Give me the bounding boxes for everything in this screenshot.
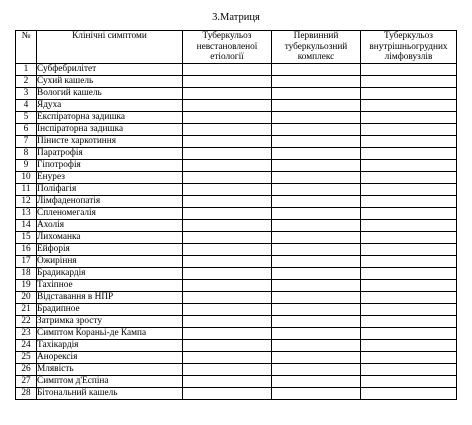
- table-row: [16, 172, 457, 184]
- table-row: [16, 328, 457, 340]
- mark-tb-unknown-etiology-cell[interactable]: [183, 196, 272, 208]
- mark-tb-lymph-nodes-cell[interactable]: [361, 232, 457, 244]
- row-number: 9: [16, 160, 37, 172]
- mark-tb-lymph-nodes-cell[interactable]: [361, 184, 457, 196]
- symptom-name: Субфебрилітет: [37, 64, 183, 76]
- mark-tb-unknown-etiology-cell[interactable]: [183, 256, 272, 268]
- row-number: 7: [16, 136, 37, 148]
- symptom-name: Млявість: [37, 364, 183, 376]
- mark-tb-lymph-nodes-cell[interactable]: [361, 100, 457, 112]
- mark-tb-lymph-nodes-cell[interactable]: [361, 148, 457, 160]
- table-row: [16, 340, 457, 352]
- symptom-name: Пінисте харкотиння: [37, 136, 183, 148]
- mark-primary-tb-complex-cell[interactable]: [272, 148, 361, 160]
- symptom-name: Симптом Кораньі-де Кампа: [37, 328, 183, 340]
- mark-tb-unknown-etiology-cell[interactable]: [183, 232, 272, 244]
- table-row: [16, 208, 457, 220]
- mark-tb-lymph-nodes-cell[interactable]: [361, 280, 457, 292]
- mark-tb-lymph-nodes-cell[interactable]: [361, 172, 457, 184]
- mark-tb-unknown-etiology-cell[interactable]: [183, 364, 272, 376]
- mark-primary-tb-complex-cell[interactable]: [272, 376, 361, 388]
- mark-tb-unknown-etiology-cell[interactable]: [183, 148, 272, 160]
- symptom-name: Затримка зросту: [37, 316, 183, 328]
- table-row: [16, 316, 457, 328]
- mark-tb-unknown-etiology-cell[interactable]: [183, 352, 272, 364]
- mark-tb-unknown-etiology-cell[interactable]: [183, 184, 272, 196]
- symptom-name: Ейфорія: [37, 244, 183, 256]
- mark-tb-lymph-nodes-cell[interactable]: [361, 388, 457, 400]
- row-number: 26: [16, 364, 37, 376]
- symptom-matrix-table: [15, 30, 457, 400]
- mark-tb-lymph-nodes-cell[interactable]: [361, 316, 457, 328]
- mark-primary-tb-complex-cell[interactable]: [272, 244, 361, 256]
- row-number: 5: [16, 112, 37, 124]
- mark-tb-unknown-etiology-cell[interactable]: [183, 328, 272, 340]
- mark-tb-lymph-nodes-cell[interactable]: [361, 160, 457, 172]
- mark-primary-tb-complex-cell[interactable]: [272, 388, 361, 400]
- row-number: 10: [16, 172, 37, 184]
- mark-primary-tb-complex-cell[interactable]: [272, 220, 361, 232]
- mark-tb-lymph-nodes-cell[interactable]: [361, 196, 457, 208]
- row-number: 22: [16, 316, 37, 328]
- header-clinical-symptoms: Клінічні симптоми: [37, 31, 183, 64]
- mark-primary-tb-complex-cell[interactable]: [272, 340, 361, 352]
- mark-tb-unknown-etiology-cell[interactable]: [183, 376, 272, 388]
- table-row: [16, 388, 457, 400]
- symptom-name: Відставання в НПР: [37, 292, 183, 304]
- mark-tb-lymph-nodes-cell[interactable]: [361, 304, 457, 316]
- mark-primary-tb-complex-cell[interactable]: [272, 232, 361, 244]
- mark-tb-lymph-nodes-cell[interactable]: [361, 292, 457, 304]
- mark-tb-lymph-nodes-cell[interactable]: [361, 88, 457, 100]
- table-row: [16, 292, 457, 304]
- mark-tb-unknown-etiology-cell[interactable]: [183, 100, 272, 112]
- table-row: [16, 268, 457, 280]
- row-number: 12: [16, 196, 37, 208]
- mark-tb-unknown-etiology-cell[interactable]: [183, 304, 272, 316]
- mark-tb-unknown-etiology-cell[interactable]: [183, 64, 272, 76]
- table-row: [16, 364, 457, 376]
- mark-primary-tb-complex-cell[interactable]: [272, 124, 361, 136]
- row-number: 23: [16, 328, 37, 340]
- mark-primary-tb-complex-cell[interactable]: [272, 364, 361, 376]
- row-number: 19: [16, 280, 37, 292]
- mark-primary-tb-complex-cell[interactable]: [272, 100, 361, 112]
- mark-primary-tb-complex-cell[interactable]: [272, 112, 361, 124]
- table-row: [16, 232, 457, 244]
- row-number: 11: [16, 184, 37, 196]
- header-number: №: [16, 31, 37, 64]
- mark-primary-tb-complex-cell[interactable]: [272, 316, 361, 328]
- mark-tb-lymph-nodes-cell[interactable]: [361, 376, 457, 388]
- mark-primary-tb-complex-cell[interactable]: [272, 208, 361, 220]
- symptom-name: Тахіпное: [37, 280, 183, 292]
- mark-tb-lymph-nodes-cell[interactable]: [361, 352, 457, 364]
- table-row: [16, 352, 457, 364]
- mark-tb-unknown-etiology-cell[interactable]: [183, 340, 272, 352]
- mark-tb-unknown-etiology-cell[interactable]: [183, 172, 272, 184]
- mark-tb-lymph-nodes-cell[interactable]: [361, 268, 457, 280]
- row-number: 6: [16, 124, 37, 136]
- mark-tb-unknown-etiology-cell[interactable]: [183, 208, 272, 220]
- table-row: [16, 256, 457, 268]
- table-row: [16, 220, 457, 232]
- mark-primary-tb-complex-cell[interactable]: [272, 328, 361, 340]
- table-row: [16, 100, 457, 112]
- table-row: [16, 124, 457, 136]
- row-number: 13: [16, 208, 37, 220]
- row-number: 24: [16, 340, 37, 352]
- matrix-title: 3.Матриця: [212, 12, 260, 23]
- mark-primary-tb-complex-cell[interactable]: [272, 136, 361, 148]
- mark-tb-lymph-nodes-cell[interactable]: [361, 112, 457, 124]
- symptom-name: Лихоманка: [37, 232, 183, 244]
- mark-primary-tb-complex-cell[interactable]: [272, 76, 361, 88]
- mark-primary-tb-complex-cell[interactable]: [272, 172, 361, 184]
- mark-tb-lymph-nodes-cell[interactable]: [361, 220, 457, 232]
- mark-tb-unknown-etiology-cell[interactable]: [183, 280, 272, 292]
- mark-tb-unknown-etiology-cell[interactable]: [183, 292, 272, 304]
- symptom-name: Паратрофія: [37, 148, 183, 160]
- symptom-name: Анорексія: [37, 352, 183, 364]
- mark-primary-tb-complex-cell[interactable]: [272, 352, 361, 364]
- symptom-name: Вологий кашель: [37, 88, 183, 100]
- table-row: [16, 64, 457, 76]
- mark-tb-lymph-nodes-cell[interactable]: [361, 328, 457, 340]
- row-number: 27: [16, 376, 37, 388]
- mark-primary-tb-complex-cell[interactable]: [272, 280, 361, 292]
- mark-tb-unknown-etiology-cell[interactable]: [183, 316, 272, 328]
- row-number: 20: [16, 292, 37, 304]
- symptom-name: Сухий кашель: [37, 76, 183, 88]
- symptom-name: Бітональний кашель: [37, 388, 183, 400]
- mark-tb-unknown-etiology-cell[interactable]: [183, 244, 272, 256]
- mark-tb-lymph-nodes-cell[interactable]: [361, 124, 457, 136]
- symptom-name: Тахікардія: [37, 340, 183, 352]
- symptom-name: Ахолія: [37, 220, 183, 232]
- table-row: [16, 280, 457, 292]
- mark-primary-tb-complex-cell[interactable]: [272, 64, 361, 76]
- mark-tb-lymph-nodes-cell[interactable]: [361, 364, 457, 376]
- symptom-name: Енурез: [37, 172, 183, 184]
- mark-tb-unknown-etiology-cell[interactable]: [183, 388, 272, 400]
- symptom-name: Симптом д'Еспіна: [37, 376, 183, 388]
- mark-tb-unknown-etiology-cell[interactable]: [183, 136, 272, 148]
- mark-primary-tb-complex-cell[interactable]: [272, 184, 361, 196]
- symptom-name: Експіраторна задишка: [37, 112, 183, 124]
- row-number: 3: [16, 88, 37, 100]
- mark-primary-tb-complex-cell[interactable]: [272, 196, 361, 208]
- matrix-body: [16, 64, 457, 400]
- mark-tb-unknown-etiology-cell[interactable]: [183, 160, 272, 172]
- symptom-name: Брадикардія: [37, 268, 183, 280]
- mark-tb-lymph-nodes-cell[interactable]: [361, 256, 457, 268]
- mark-primary-tb-complex-cell[interactable]: [272, 88, 361, 100]
- mark-primary-tb-complex-cell[interactable]: [272, 304, 361, 316]
- mark-tb-lymph-nodes-cell[interactable]: [361, 208, 457, 220]
- mark-tb-unknown-etiology-cell[interactable]: [183, 76, 272, 88]
- symptom-name: Поліфагія: [37, 184, 183, 196]
- mark-primary-tb-complex-cell[interactable]: [272, 256, 361, 268]
- table-row: [16, 136, 457, 148]
- table-row: [16, 160, 457, 172]
- table-row: [16, 304, 457, 316]
- mark-tb-lymph-nodes-cell[interactable]: [361, 76, 457, 88]
- symptom-name: Спленомегалія: [37, 208, 183, 220]
- mark-primary-tb-complex-cell[interactable]: [272, 160, 361, 172]
- mark-tb-unknown-etiology-cell[interactable]: [183, 88, 272, 100]
- row-number: 25: [16, 352, 37, 364]
- table-row: [16, 184, 457, 196]
- mark-tb-lymph-nodes-cell[interactable]: [361, 136, 457, 148]
- row-number: 21: [16, 304, 37, 316]
- row-number: 16: [16, 244, 37, 256]
- table-row: [16, 112, 457, 124]
- mark-tb-unknown-etiology-cell[interactable]: [183, 220, 272, 232]
- table-row: [16, 148, 457, 160]
- row-number: 8: [16, 148, 37, 160]
- table-row: [16, 244, 457, 256]
- table-row: [16, 376, 457, 388]
- row-number: 17: [16, 256, 37, 268]
- mark-tb-unknown-etiology-cell[interactable]: [183, 268, 272, 280]
- symptom-name: Ядуха: [37, 100, 183, 112]
- table-row: [16, 196, 457, 208]
- row-number: 18: [16, 268, 37, 280]
- mark-primary-tb-complex-cell[interactable]: [272, 268, 361, 280]
- mark-tb-unknown-etiology-cell[interactable]: [183, 112, 272, 124]
- header-row: [16, 31, 457, 64]
- row-number: 2: [16, 76, 37, 88]
- symptom-name: Інспіраторна задишка: [37, 124, 183, 136]
- header-tb-unknown-etiology: Туберкульоз невстановленої етіології: [183, 31, 272, 64]
- symptom-name: Ожиріння: [37, 256, 183, 268]
- table-row: [16, 76, 457, 88]
- table-row: [16, 88, 457, 100]
- row-number: 28: [16, 388, 37, 400]
- mark-tb-lymph-nodes-cell[interactable]: [361, 244, 457, 256]
- symptom-name: Брадипное: [37, 304, 183, 316]
- header-primary-tb-complex: Первинний туберкульозний комплекс: [272, 31, 361, 64]
- row-number: 1: [16, 64, 37, 76]
- header-tb-intrathoracic-lymph-nodes: Туберкульоз внутрішньогрудних лімфовузлів: [361, 31, 457, 64]
- mark-tb-lymph-nodes-cell[interactable]: [361, 64, 457, 76]
- mark-tb-unknown-etiology-cell[interactable]: [183, 124, 272, 136]
- row-number: 4: [16, 100, 37, 112]
- mark-tb-lymph-nodes-cell[interactable]: [361, 340, 457, 352]
- row-number: 15: [16, 232, 37, 244]
- row-number: 14: [16, 220, 37, 232]
- symptom-name: Лімфаденопатія: [37, 196, 183, 208]
- mark-primary-tb-complex-cell[interactable]: [272, 292, 361, 304]
- symptom-name: Гіпотрофія: [37, 160, 183, 172]
